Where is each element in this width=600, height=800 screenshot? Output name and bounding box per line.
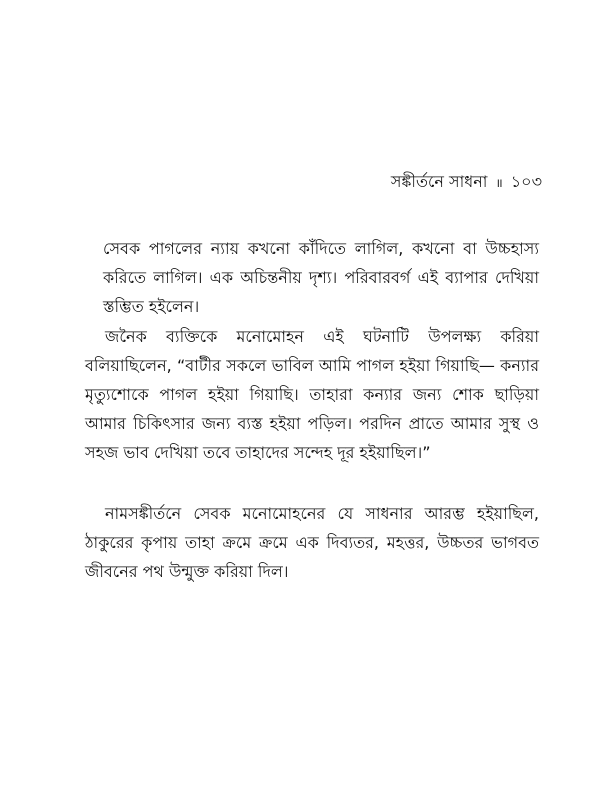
- paragraph-2: জনৈক ব্যক্তিকে মনোমোহন এই ঘটনাটি উপলক্ষ্য করিয়া বলিয়াছিলেন, “বাটীর সকলে ভাবিল আমি পাগল হইয়া গিয়াছি— কন্যার মৃত্যুশোকে পাগল হইয়া গিয়াছি। তাহারা কন্যার জন্য শোক ছাড়িয়া আমার চিকিৎসার জন্য ব্যস্ত হইয়া পড়িল। পরদিন প্রাতে আমার সুস্থ ও সহজ ভাব দেখিয়া তবে তাহাদের সন্দেহ দূর হইয়াছিল।”: [85, 327, 539, 462]
- paragraph-3: নামসঙ্কীর্তনে সেবক মনোমোহনের যে সাধনার আরম্ভ হইয়াছিল, ঠাকুরের কৃপায় তাহা ক্রমে ক্রমে এক দিব্যতর, মহত্তর, উচ্চতর ভাগবত জীবনের পথ উন্মুক্ত করিয়া দিল।: [85, 504, 539, 581]
- paragraph-3-block: [85, 499, 539, 586]
- paragraph-1-block: [85, 234, 539, 321]
- paragraph-2-block: [85, 322, 539, 467]
- chapter-title: সঙ্কীর্তনে সাধনা: [390, 172, 488, 191]
- page-number: ১০৩: [510, 172, 542, 191]
- header-separator: ॥: [495, 176, 503, 190]
- paragraph-1: সেবক পাগলের ন্যায় কখনো কাঁদিতে লাগিল, কখনো বা উচ্চহাস্য করিতে লাগিল। এক অচিন্তনীয় দৃশ্য। পরিবারবর্গ এই ব্যাপার দেখিয়া স্তম্ভিত হইলেন।: [103, 239, 539, 316]
- running-header: [391, 170, 542, 195]
